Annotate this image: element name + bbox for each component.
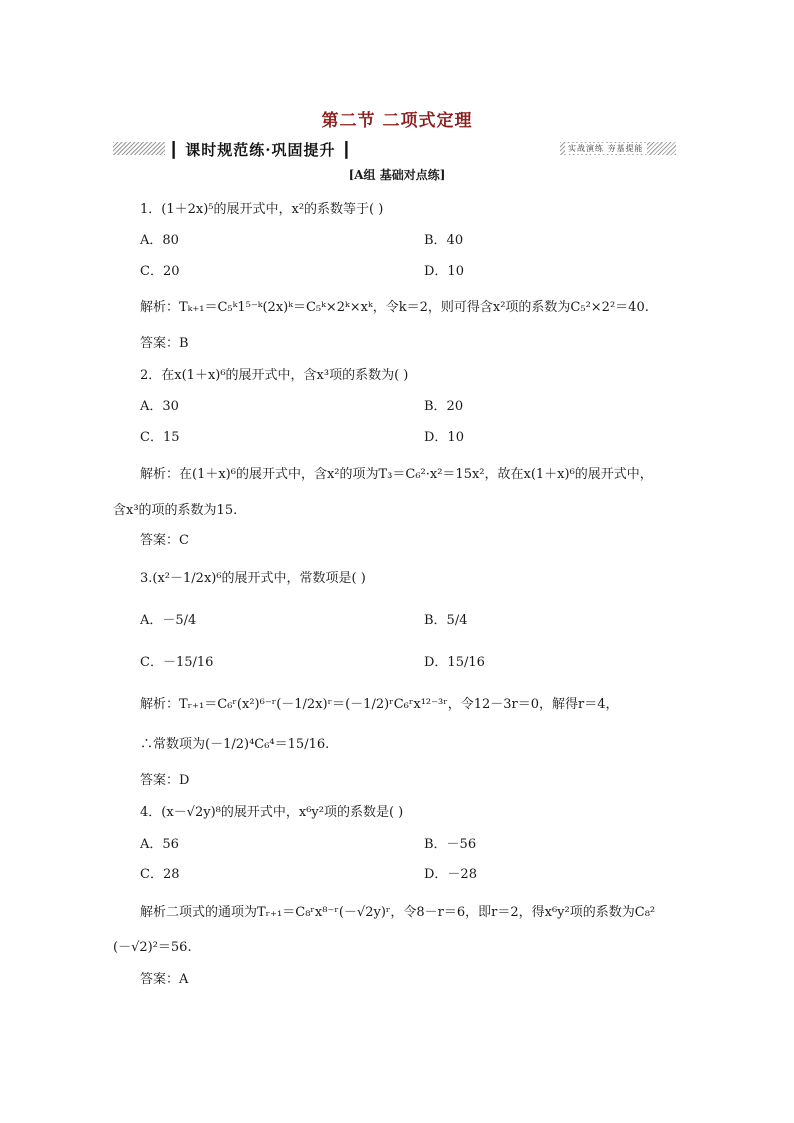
q2-option-a: A．30 bbox=[140, 399, 179, 414]
q3-option-d: D．15/16 bbox=[424, 655, 485, 670]
q3-answer: 答案：D bbox=[140, 773, 190, 788]
q3-stem: 3.(x²－1/2x)⁶的展开式中，常数项是( ) bbox=[140, 571, 366, 586]
q2-answer: 答案：C bbox=[140, 533, 189, 548]
banner-hatch-left bbox=[113, 142, 165, 155]
q2-option-c: C．15 bbox=[140, 430, 180, 445]
q1-option-a: A．80 bbox=[140, 233, 179, 248]
q3-option-c: C．－15/16 bbox=[140, 655, 214, 670]
q2-option-b: B．20 bbox=[424, 399, 464, 414]
group-label: [A组 基础对点练] bbox=[348, 168, 446, 182]
q1-option-c: C．20 bbox=[140, 264, 180, 279]
q4-stem: 4．(x－√2y)⁸的展开式中，x⁶y²项的系数是( ) bbox=[140, 805, 404, 820]
q2-option-d: D．10 bbox=[424, 430, 464, 445]
q4-answer: 答案：A bbox=[140, 972, 189, 987]
q4-option-b: B．－56 bbox=[424, 837, 477, 852]
q1-answer: 答案：B bbox=[140, 336, 189, 351]
q1-solution: 解析：Tₖ₊₁＝C₅ᵏ1⁵⁻ᵏ(2x)ᵏ＝C₅ᵏ×2ᵏ×xᵏ，令k＝2，则可得含x²项的系数为C₅²×2²＝40. bbox=[140, 300, 649, 315]
q1-option-b: B．40 bbox=[424, 233, 464, 248]
q2-solution-line1: 解析：在(1＋x)⁶的展开式中，含x²的项为T₃＝C₆²·x²＝15x²，故在x(1＋x)⁶的展开式中， bbox=[140, 467, 653, 482]
q3-option-b: B．5/4 bbox=[424, 613, 468, 628]
q1-stem: 1．(1＋2x)⁵的展开式中，x²的系数等于( ) bbox=[140, 202, 384, 217]
q4-option-d: D．－28 bbox=[424, 867, 477, 882]
section-title: 第二节 二项式定理 bbox=[321, 111, 473, 131]
q4-option-a: A．56 bbox=[140, 837, 179, 852]
q3-option-a: A．－5/4 bbox=[140, 613, 197, 628]
q4-solution-line1: 解析二项式的通项为Tᵣ₊₁＝C₈ʳx⁸⁻ʳ(－√2y)ʳ，令8－r＝6，即r＝2，得x⁶y²项的系数为C₈² bbox=[140, 905, 656, 920]
banner-title: ┃ 课时规范练·巩固提升 ┃ bbox=[169, 141, 352, 159]
q2-stem: 2．在x(1＋x)⁶的展开式中，含x³项的系数为( ) bbox=[140, 368, 409, 383]
q3-solution-line2: ∴常数项为(－1/2)⁴C₆⁴＝15/16. bbox=[140, 737, 330, 752]
q4-option-c: C．28 bbox=[140, 867, 180, 882]
q3-solution-line1: 解析：Tᵣ₊₁＝C₆ʳ(x²)⁶⁻ʳ(－1/2x)ʳ＝(－1/2)ʳC₆ʳx¹²⁻³ʳ，令12－3r＝0，解得r＝4， bbox=[140, 697, 619, 712]
q1-option-d: D．10 bbox=[424, 264, 464, 279]
practice-banner bbox=[113, 140, 676, 158]
banner-subtitle: 实战演练 夯基提能 bbox=[565, 143, 647, 154]
q4-solution-line2: (－√2)²＝56. bbox=[113, 940, 192, 955]
q2-solution-line2: 含x³的项的系数为15. bbox=[113, 503, 238, 518]
